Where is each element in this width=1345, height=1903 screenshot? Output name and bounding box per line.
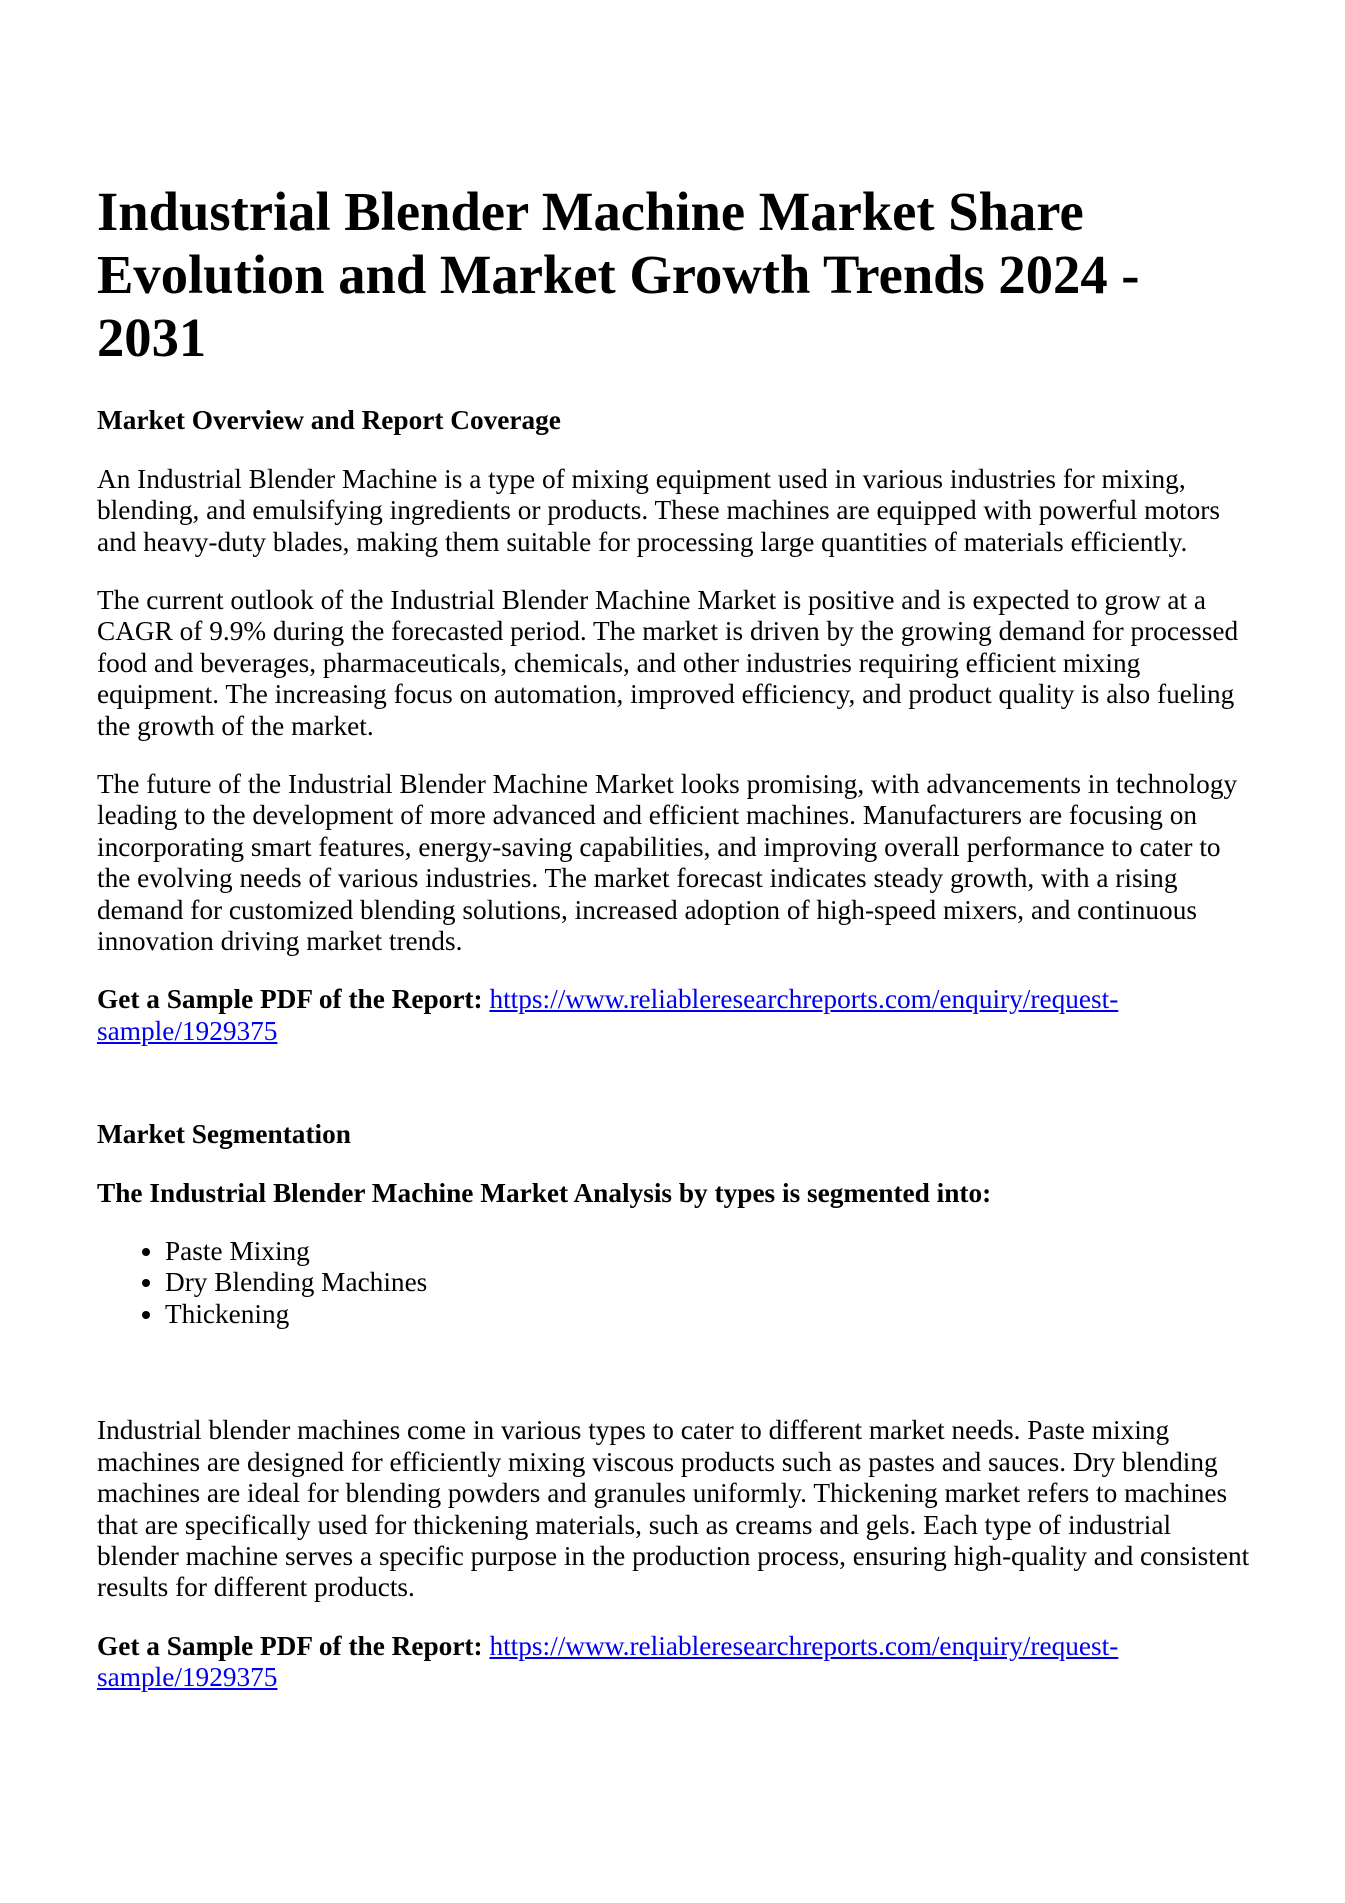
type-list (97, 1236, 1252, 1330)
list-item-paste-mixing: • Paste Mixing (165, 1236, 1252, 1267)
list-item-thickening: • Thickening (165, 1299, 1252, 1330)
sample-report-link[interactable]: https://www.reliableresearchreports.com/enquiry/request-sample/1929375 (97, 1630, 1119, 1693)
sample-cta-label: Get a Sample PDF of the Report: (97, 984, 483, 1015)
types-intro-line: The Industrial Blender Machine Market Analysis by types is segmented into: (97, 1177, 992, 1208)
sample-report-link[interactable]: https://www.reliableresearchreports.com/enquiry/request-sample/1929375 (97, 984, 1119, 1046)
sample-cta-label: Get a Sample PDF of the Report: (97, 1630, 483, 1661)
page-title: Industrial Blender Machine Market Share Evolution and Market Growth Trends 2024 - 2031 (97, 181, 1140, 368)
segmentation-heading: Market Segmentation (97, 1119, 351, 1150)
types-description-paragraph: Industrial blender machines come in various types to cater to different market needs. Paste mixing machines are designed for efficiently mixing viscous products such as pastes and sauces. Dry blending machines are ideal for blending powders and granules uniformly. Thickening market refers to machines that are specifically used for thickening materials, such as creams and gels. Each type of industrial blender machine serves a specific purpose in the production process, ensuring high-quality and consistent results for different products. (97, 1415, 1250, 1603)
overview-paragraph-1: An Industrial Blender Machine is a type of mixing equipment used in various industries for mixing, blending, and emulsifying ingredients or products. These machines are equipped with powerful motors and heavy-duty blades, making them suitable for processing large quantities of materials efficiently. (97, 463, 1220, 557)
overview-heading: Market Overview and Report Coverage (97, 405, 561, 436)
overview-paragraph-2: The current outlook of the Industrial Blender Machine Market is positive and is expected to grow at a CAGR of 9.9% during the forecasted period. The market is driven by the growing demand for processed food and beverages, pharmaceuticals, chemicals, and other industries requiring efficient mixing equipment. The increasing focus on automation, improved efficiency, and product quality is also fueling the growth of the market. (97, 584, 1239, 741)
sample-cta-1 (97, 984, 1252, 1047)
sample-cta-2 (97, 1631, 1252, 1694)
list-item-dry-blending-machines: • Dry Blending Machines (165, 1267, 1252, 1298)
overview-paragraph-3: The future of the Industrial Blender Machine Market looks promising, with advancements in technology leading to the development of more advanced and efficient machines. Manufacturers are focusing on incorporating smart features, energy-saving capabilities, and improving overall performance to cater to the evolving needs of various industries. The market forecast indicates steady growth, with a rising demand for customized blending solutions, increased adoption of high-speed mixers, and continuous innovation driving market trends. (97, 769, 1238, 957)
